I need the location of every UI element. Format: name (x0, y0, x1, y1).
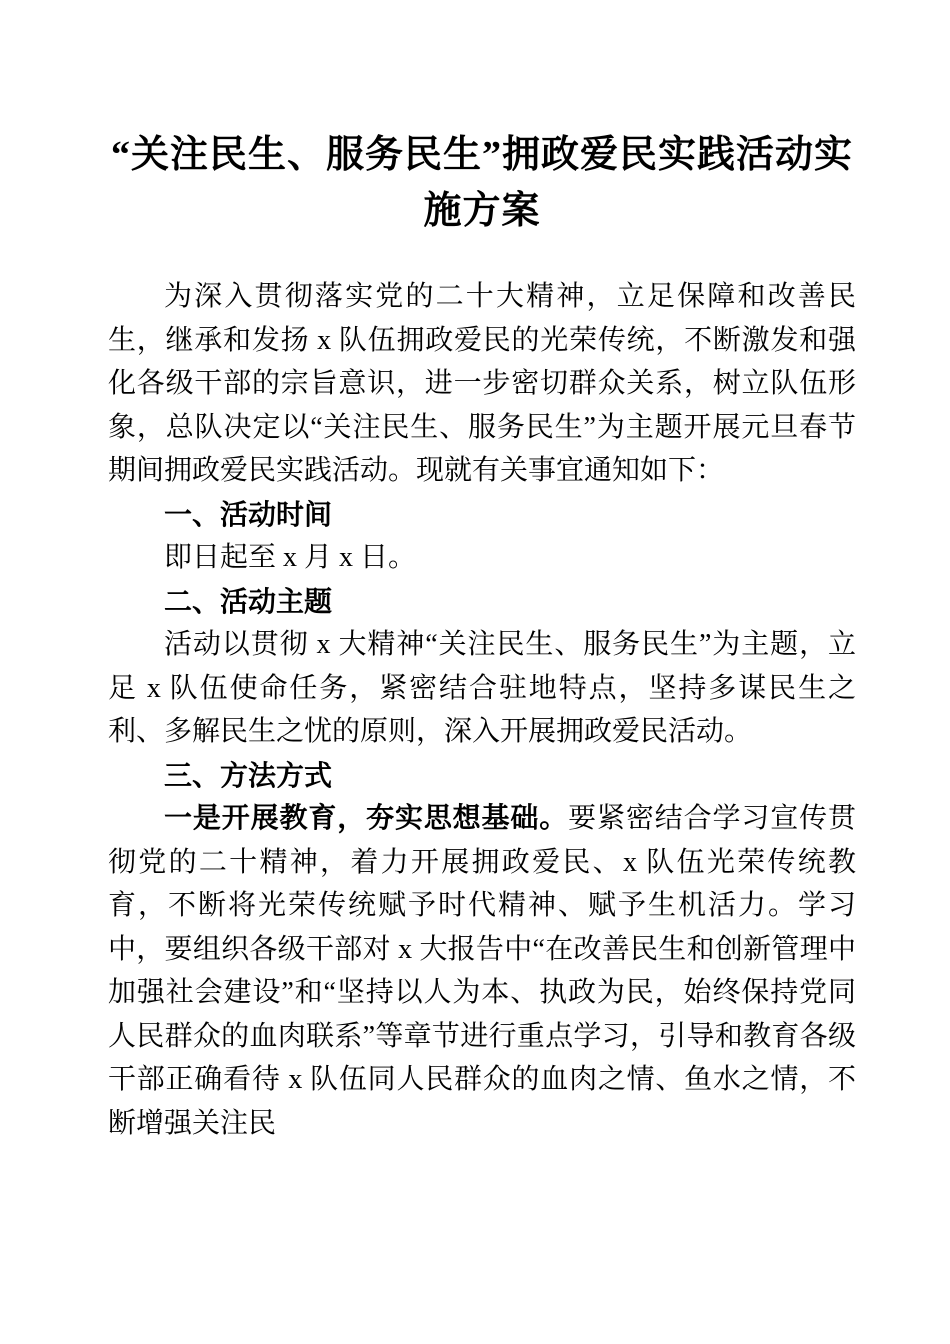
document-title (108, 127, 856, 239)
document-title-line-1: “关注民生、服务民生”拥政爱民实践活动实 (110, 134, 853, 176)
intro-paragraph: 为深入贯彻落实党的二十大精神，立足保障和改善民生，继承和发扬 x 队伍拥政爱民的光荣传统，不断激发和强化各级干部的宗旨意识，进一步密切群众关系，树立队伍形象，总队决定以“关注民生、服务民生”为主题开展元旦春节期间拥政爱民实践活动。现就有关事宜通知如下： (108, 281, 856, 486)
document-title-line-2: 施方案 (423, 190, 541, 232)
section-1-paragraph: 即日起至 x 月 x 日。 (164, 542, 417, 573)
section-2-heading: 二、活动主题 (164, 585, 333, 617)
document-content (108, 127, 856, 1145)
section-3-item-1-body: 要紧密结合学习宣传贯彻党的二十精神，着力开展拥政爱民、x 队伍光荣传统教育，不断将光荣传统赋予时代精神、赋予生机活力。学习中，要组织各级干部对 x 大报告中“在改善民生和创新管理中加强社会建设”和“坚持以人为本、执政为民，始终保持党同人民群众的血肉联系”等章节进行重点学习，引导和教育各级干部正确看待 x 队伍同人民群众的血肉之情、鱼水之情，不断增强关注民 (108, 803, 856, 1139)
section-3-item-1-paragraph (108, 797, 856, 1145)
document-body (108, 275, 856, 1145)
section-1-heading: 一、活动时间 (164, 498, 333, 530)
section-2-paragraph: 活动以贯彻 x 大精神“关注民生、服务民生”为主题，立足 x 队伍使命任务，紧密结合驻地特点，坚持多谋民生之利、多解民生之忧的原则，深入开展拥政爱民活动。 (108, 629, 856, 747)
section-3-item-1-lead: 一是开展教育，夯实思想基础。 (164, 803, 569, 834)
section-3-heading: 三、方法方式 (164, 759, 333, 791)
